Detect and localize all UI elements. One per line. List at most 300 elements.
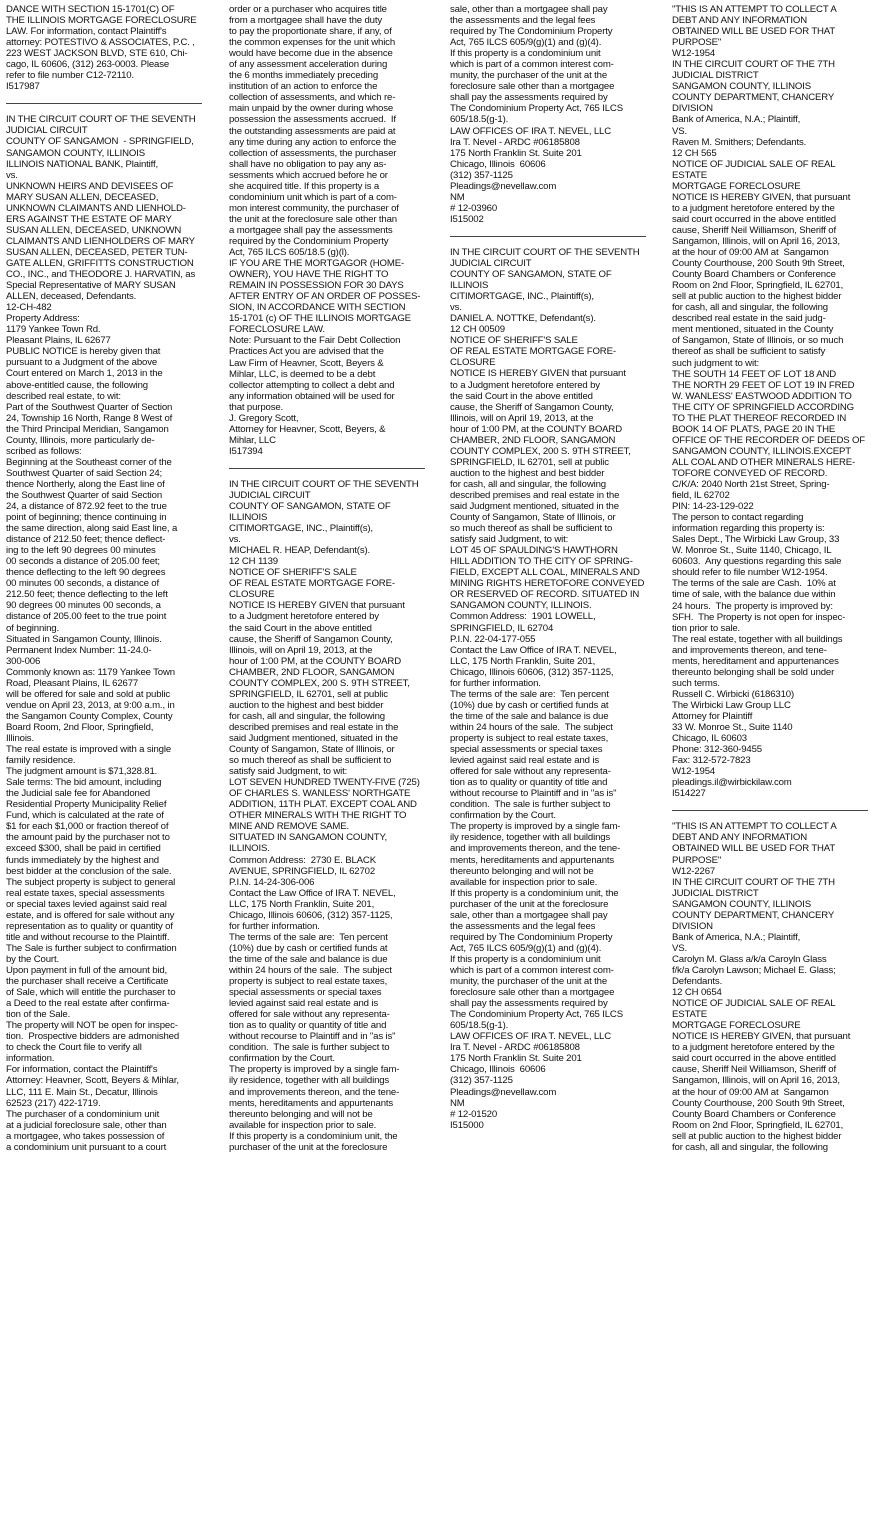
notice-line: at the hour of 09:00 AM at Sangamon xyxy=(672,1086,829,1098)
notice-divider xyxy=(672,810,868,811)
notice-line: Defendants. xyxy=(672,976,723,988)
notice-line: 175 North Franklin St. Suite 201 xyxy=(450,147,582,159)
notice-line: PIN: 14-23-129-022 xyxy=(672,501,754,513)
notice-line: SPRINGFIELD, IL 62704 xyxy=(450,622,554,634)
legal-notice xyxy=(6,4,206,92)
notice-line: I515000 xyxy=(450,1119,484,1131)
notice-line: THE ILLINOIS MORTGAGE FORECLOSURE xyxy=(6,15,197,27)
notice-line: ADDITION, 11TH PLAT. EXCEPT COAL AND xyxy=(229,799,417,811)
notice-line: Pleadings@nevellaw.com xyxy=(450,1086,557,1098)
notice-line: confirmation by the Court. xyxy=(229,1053,335,1065)
notice-line: Fund, which is calculated at the rate of xyxy=(6,810,164,822)
notice-line: OF REAL ESTATE MORTGAGE FORE- xyxy=(229,578,395,590)
notice-line: SANGAMON COUNTY, ILLINOIS xyxy=(6,147,145,159)
notice-line: representation as to quality or quantity of xyxy=(6,920,173,932)
notice-line: available for inspection prior to sale. xyxy=(450,876,598,888)
notice-line: a mortgagee, who takes possession of xyxy=(6,1130,165,1142)
notice-line: THE CITY OF SPRINGFIELD ACCORDING xyxy=(672,401,854,413)
notice-line: best bidder at the conclusion of the sale. xyxy=(6,865,172,877)
notice-line: a mortgagee shall pay the assessments xyxy=(229,224,393,236)
notice-line: JUDICIAL CIRCUIT xyxy=(450,257,532,269)
notice-line: CHAMBER, 2ND FLOOR, SANGAMON xyxy=(229,666,395,678)
notice-line: REMAIN IN POSSESSION FOR 30 DAYS xyxy=(229,280,404,292)
notice-line: the said Court in the above entitled xyxy=(450,390,593,402)
notice-line: JUDICIAL DISTRICT xyxy=(672,887,759,899)
notice-line: Note: Pursuant to the Fair Debt Collection xyxy=(229,335,401,347)
notice-line: The terms of the sale are Cash. 10% at xyxy=(672,578,836,590)
notice-line: special assessments or special taxes xyxy=(229,987,382,999)
notice-line: P.I.N. 14-24-306-006 xyxy=(229,876,315,888)
notice-line: Act, 765 ILCS 605/9(g)(1) and (g)(4). xyxy=(450,942,602,954)
notice-line: The property is improved by a single fam- xyxy=(229,1064,400,1076)
notice-line: "THIS IS AN ATTEMPT TO COLLECT A xyxy=(672,821,837,833)
notice-line: hour of 1:00 PM, at the COUNTY BOARD xyxy=(229,655,401,667)
notice-line: which is part of a common interest com- xyxy=(450,59,614,71)
notice-line: For information, contact the Plaintiff's xyxy=(6,1064,158,1076)
notice-line: tion prior to sale. xyxy=(672,622,741,634)
notice-line: If this property is a condominium unit, the xyxy=(229,1130,398,1142)
notice-line: the Southwest Quarter of said Section xyxy=(6,489,163,501)
notice-line: the assessments and the legal fees xyxy=(450,15,596,27)
notice-line: J. Gregory Scott, xyxy=(229,412,299,424)
notice-line: The subject property is subject to general xyxy=(6,876,176,888)
notice-line: said Judgment mentioned, situated in the xyxy=(229,733,398,744)
notice-line: purchaser of the unit at the foreclosure xyxy=(229,1141,388,1153)
notice-line: collection of assessments, and which re- xyxy=(229,92,396,104)
notice-line: The terms of the sale are: Ten percent xyxy=(229,931,388,943)
notice-line: 223 WEST JACKSON BLVD, STE 610, Chi- xyxy=(6,48,188,60)
notice-line: thereunto belonging shall be sold under xyxy=(672,666,835,678)
notice-line: The real estate, together with all buildings xyxy=(672,633,843,645)
notice-line: collection of assessments, the purchaser xyxy=(229,147,397,159)
notice-line: the outstanding assessments are paid at xyxy=(229,125,396,137)
notice-line: the purchaser shall receive a Certificate xyxy=(6,976,169,988)
notice-line: SPRINGFIELD, IL 62701, sell at public xyxy=(450,456,609,468)
notice-line: THE SOUTH 14 FEET OF LOT 18 AND xyxy=(672,368,836,380)
notice-line: TOFORE CONVEYED OF RECORD. xyxy=(672,467,828,479)
notice-line: sell at public auction to the highest bidder xyxy=(672,291,842,303)
notice-line: real estate taxes, special assessments xyxy=(6,887,165,899)
notice-line: 24, Township 16 North, Range 8 West of xyxy=(6,412,173,424)
notice-line: offered for sale without any representa- xyxy=(229,1009,390,1021)
notice-line: SUSAN ALLEN, DECEASED, PETER TUN- xyxy=(6,246,188,258)
notice-line: a Deed to the real estate after confirma- xyxy=(6,998,170,1010)
notice-line: tion as to quality or quantity of title and xyxy=(450,777,608,789)
notice-line: ILLINOIS xyxy=(450,280,489,292)
notice-line: 300-006 xyxy=(6,655,41,667)
notice-line: COUNTY COMPLEX, 200 S. 9TH STREET, xyxy=(450,445,631,457)
notice-line: the common expenses for the unit which xyxy=(229,37,396,49)
notice-line: thereunto belonging and will not be xyxy=(450,865,594,877)
notice-line: the same direction, along said East line, a xyxy=(6,523,178,535)
notice-line: institution of an action to enforce the xyxy=(229,81,378,93)
notice-line: 212.50 feet; thence deflecting to the left xyxy=(6,589,168,601)
notice-line: CITIMORTGAGE, INC., Plaintiff(s), xyxy=(450,291,594,303)
notice-line: Common Address: 1901 LOWELL, xyxy=(450,611,596,623)
notice-line: required by The Condominium Property xyxy=(450,931,613,943)
notice-line: munity, the purchaser of the unit at the xyxy=(450,976,608,988)
notice-line: Sales Dept., The Wirbicki Law Group, 33 xyxy=(672,534,840,546)
notice-line: ALLEN, deceased, Defendants. xyxy=(6,291,137,303)
notice-line: Permanent Index Number: 11-24.0- xyxy=(6,644,152,656)
notice-line: ESTATE xyxy=(672,1009,707,1021)
notice-line: The property is improved by a single fam- xyxy=(450,821,621,833)
notice-line: OBTAINED WILL BE USED FOR THAT xyxy=(672,26,836,38)
notice-line: ments, hereditament and appurtenances xyxy=(672,655,839,667)
notice-line: main unpaid by the owner during whose xyxy=(229,103,394,115)
notice-line: for cash, all and singular, the following xyxy=(672,302,828,314)
column-2 xyxy=(229,4,429,1518)
notice-line: NOTICE IS HEREBY GIVEN, that pursuant xyxy=(672,1031,851,1043)
notice-line: DANIEL A. NOTTKE, Defendant(s). xyxy=(450,313,596,325)
notice-line: Mihlar, LLC xyxy=(229,434,276,446)
notice-line: 24, a distance of 872.92 feet to the true xyxy=(6,501,167,513)
notice-line: title and without recourse to the Plaintiff. xyxy=(6,931,170,943)
notice-line: pursuant to a Judgment of the above xyxy=(6,357,158,369)
notice-line: within 24 hours of the sale. The subject xyxy=(229,964,392,976)
notice-line: NOTICE IS HEREBY GIVEN that pursuant xyxy=(229,600,405,612)
notice-line: SANGAMON COUNTY, ILLINOIS xyxy=(672,81,811,93)
notice-line: sale, other than a mortgagee shall pay xyxy=(450,4,608,15)
notice-line: of any assessment acceleration during xyxy=(229,59,388,71)
notice-line: 90 degrees 00 minutes 00 seconds, a xyxy=(6,600,161,612)
notice-line: shall pay the assessments required by xyxy=(450,92,608,104)
notice-line: LAW OFFICES OF IRA T. NEVEL, LLC xyxy=(450,125,612,137)
notice-line: AVENUE, SPRINGFIELD, IL 62702 xyxy=(229,865,376,877)
notice-line: 24 hours. The property is improved by: xyxy=(672,600,833,612)
notice-line: NOTICE IS HEREBY GIVEN, that pursuant xyxy=(672,191,851,203)
notice-line: of Sangamon, State of Illinois, or so much xyxy=(672,335,844,347)
notice-line: for cash, all and singular, the following xyxy=(672,1141,828,1153)
notice-line: Act, 765 ILCS 605/9(g)(1) and (g)(4). xyxy=(450,37,602,49)
notice-line: hour of 1:00 PM, at the COUNTY BOARD xyxy=(450,423,622,435)
notice-line: AFTER ENTRY OF AN ORDER OF POSSES- xyxy=(229,291,421,303)
notice-line: The terms of the sale are: Ten percent xyxy=(450,688,609,700)
notice-line: tion of the Sale. xyxy=(6,1009,71,1021)
notice-line: NOTICE OF JUDICIAL SALE OF REAL xyxy=(672,158,836,170)
legal-notice xyxy=(229,4,429,457)
notice-line: f/k/a Carolyn Lawson; Michael E. Glass; xyxy=(672,964,836,976)
notice-line: which is part of a common interest com- xyxy=(450,964,614,976)
notice-line: for further information. xyxy=(229,920,320,932)
notice-line: CLOSURE xyxy=(450,357,496,369)
notice-line: she acquired title. If this property is a xyxy=(229,180,380,192)
notice-line: COUNTY OF SANGAMON - SPRINGFIELD, xyxy=(6,136,194,148)
notice-line: (10%) due by cash or certified funds at xyxy=(450,699,609,711)
notice-line: sale, other than a mortgagee shall pay xyxy=(450,909,608,921)
notice-line: W12-1954 xyxy=(672,48,716,60)
notice-line: MICHAEL R. HEAP, Defendant(s). xyxy=(229,545,371,557)
notice-line: PURPOSE" xyxy=(672,854,722,866)
notice-line: and improvements thereon, and the tene- xyxy=(229,1086,400,1098)
notice-line: 15-1701 (c) OF THE ILLINOIS MORTGAGE xyxy=(229,313,411,325)
notice-line: of Sale, which will entitle the purchaser to xyxy=(6,987,176,999)
notice-line: Attorney: Heavner, Scott, Beyers & Mihlar, xyxy=(6,1075,179,1087)
notice-line: auction to the highest and best bidder xyxy=(229,699,384,711)
notice-line: for cash, all and singular, the following xyxy=(229,710,385,722)
notice-line: IN THE CIRCUIT COURT OF THE SEVENTH xyxy=(450,246,640,258)
notice-line: 12 CH 565 xyxy=(672,147,717,159)
notice-line: BOOK 14 OF PLATS, PAGE 20 IN THE xyxy=(672,423,836,435)
notice-line: IN THE CIRCUIT COURT OF THE 7TH xyxy=(672,59,835,71)
notice-line: to check the Court file to verify all xyxy=(6,1042,142,1054)
notice-line: described premises and real estate in the xyxy=(450,489,620,501)
notice-line: vs. xyxy=(450,302,462,314)
notice-line: (312) 357-1125 xyxy=(450,169,513,181)
notice-line: LLC, 175 North Franklin, Suite 201, xyxy=(229,898,375,910)
notice-line: ing to the left 90 degrees 00 minutes xyxy=(6,545,156,557)
notice-line: If this property is a condominium unit xyxy=(450,953,601,965)
notice-line: point of beginning; thence continuing in xyxy=(6,512,167,524)
notice-line: vs. xyxy=(6,169,18,181)
notice-line: JUDICIAL CIRCUIT xyxy=(229,489,311,501)
notice-line: Illinois, will on April 19, 2013, at the xyxy=(229,644,373,656)
notice-line: thereof as shall be sufficient to satisfy xyxy=(672,346,826,358)
notice-line: Attorney for Plaintiff xyxy=(672,711,753,722)
notice-line: vendue on April 23, 2013, at 9:00 a.m., in xyxy=(6,699,175,711)
notice-line: 605/18.5(g-1). xyxy=(450,114,509,126)
notice-line: COUNTY DEPARTMENT, CHANCERY xyxy=(672,909,835,921)
notice-line: any information obtained will be used for xyxy=(229,390,395,402)
notice-line: the Third Principal Meridian, Sangamon xyxy=(6,423,169,435)
notice-line: tion as to quality or quantity of title and xyxy=(229,1020,387,1032)
notice-line: ILLINOIS NATIONAL BANK, Plaintiff, xyxy=(6,158,159,170)
legal-notice xyxy=(450,247,650,1131)
notice-line: Upon payment in full of the amount bid, xyxy=(6,964,168,976)
notice-line: said court occurred in the above entitled xyxy=(672,213,836,225)
notice-line: (10%) due by cash or certified funds at xyxy=(229,942,388,954)
notice-line: UNKNOWN CLAIMANTS AND LIENHOLD- xyxy=(6,202,186,214)
notice-line: foreclosure sale other than a mortgagee xyxy=(450,81,615,93)
notice-line: Special Representative of MARY SUSAN xyxy=(6,280,176,292)
notice-line: THE NORTH 29 FEET OF LOT 19 IN FRED xyxy=(672,379,855,391)
notice-line: Situated in Sangamon County, Illinois. xyxy=(6,633,162,645)
notice-line: ments, hereditaments and appurtenants xyxy=(450,854,615,866)
notice-line: FIELD, EXCEPT ALL COAL, MINERALS AND xyxy=(450,567,640,579)
notice-line: W12-2267 xyxy=(672,865,716,877)
notice-line: County of Sangamon, State of Illinois, or xyxy=(229,744,395,756)
notice-line: NOTICE OF JUDICIAL SALE OF REAL xyxy=(672,998,836,1010)
notice-line: OTHER MINERALS WITH THE RIGHT TO xyxy=(229,810,407,822)
notice-line: ALL COAL AND OTHER MINERALS HERE- xyxy=(672,456,856,468)
notice-line: Bank of America, N.A.; Plaintiff, xyxy=(672,114,801,126)
notice-line: W12-1954 xyxy=(672,766,716,778)
notice-line: COUNTY COMPLEX, 200 S. 9TH STREET, xyxy=(229,677,410,689)
notice-line: mon interest community, the purchaser of xyxy=(229,202,399,214)
notice-line: shall have no obligation to pay any as- xyxy=(229,158,387,170)
notice-line: NOTICE OF SHERIFF'S SALE xyxy=(229,567,357,579)
notice-line: of beginning. xyxy=(6,622,59,634)
notice-line: Chicago, Illinois 60606, (312) 357-1125, xyxy=(450,666,614,678)
notice-line: 62523 (217) 422-1719. xyxy=(6,1097,101,1109)
legal-notice xyxy=(229,479,429,1153)
notice-line: sessments which accrued before he or xyxy=(229,169,388,181)
notice-line: JUDICIAL DISTRICT xyxy=(672,70,759,82)
notice-line: 12 CH 0654 xyxy=(672,987,722,999)
notice-line: cago, IL 60606, (312) 263-0003. Please xyxy=(6,59,170,71)
notice-line: SANGAMON COUNTY, ILLINOIS.EXCEPT xyxy=(672,445,851,457)
notice-line: described premises and real estate in the xyxy=(229,721,399,733)
notice-line: at a judicial foreclosure sale, other than xyxy=(6,1119,167,1131)
notice-line: Residential Property Municipality Relief xyxy=(6,799,167,811)
notice-line: ment mentioned, situated in the County xyxy=(672,324,834,336)
notice-line: the time of the sale and balance is due xyxy=(229,953,388,965)
notice-line: sell at public auction to the highest bidder xyxy=(672,1130,842,1142)
notice-line: foreclosure sale other than a mortgagee xyxy=(450,987,615,999)
notice-line: COUNTY OF SANGAMON, STATE OF xyxy=(450,269,612,281)
notice-line: The Wirbicki Law Group LLC xyxy=(672,699,791,711)
notice-line: within 24 hours of the sale. The subject xyxy=(450,721,613,733)
notice-line: condition. The sale is further subject to xyxy=(450,799,611,811)
notice-line: SANGAMON COUNTY, ILLINOIS. xyxy=(450,600,592,612)
notice-line: such terms. xyxy=(672,677,720,689)
notice-line: LAW. For information, contact Plaintiff's xyxy=(6,26,167,38)
notice-line: CLOSURE xyxy=(229,589,275,601)
notice-line: SPRINGFIELD, IL 62701, sell at public xyxy=(229,688,388,700)
notice-line: Attorney for Heavner, Scott, Beyers, & xyxy=(229,423,386,435)
notice-line: said Judgment mentioned, situated in the xyxy=(450,501,619,513)
notice-line: the amount paid by the purchaser not to xyxy=(6,832,170,844)
notice-line: offered for sale without any representa- xyxy=(450,766,611,778)
notice-line: cause, Sheriff Neil Williamson, Sheriff of xyxy=(672,1064,836,1076)
notice-line: Raven M. Smithers; Defendants. xyxy=(672,136,807,148)
notice-line: Sangamon, Illinois, will on April 16, 2013, xyxy=(672,235,840,247)
notice-line: Pleadings@nevellaw.com xyxy=(450,180,557,192)
notice-line: COUNTY DEPARTMENT, CHANCERY xyxy=(672,92,835,104)
notice-line: SFH. The Property is not open for inspec- xyxy=(672,611,846,623)
notice-line: said court occurred in the above entitled xyxy=(672,1053,836,1065)
notice-line: OWNER), YOU HAVE THE RIGHT TO xyxy=(229,269,389,281)
notice-line: Part of the Southwest Quarter of Section xyxy=(6,401,173,413)
notice-line: TO THE PLAT THEREOF RECORDED IN xyxy=(672,412,847,424)
notice-line: MINING RIGHTS HERETOFORE CONVEYED xyxy=(450,578,645,590)
notice-line: pleadings.il@wirbickilaw.com xyxy=(672,777,792,789)
notice-line: County Board Chambers or Conference xyxy=(672,1108,836,1120)
notice-line: ILLINOIS. xyxy=(229,843,270,855)
notice-line: MINE AND REMOVE SAME. xyxy=(229,821,349,833)
notice-line: distance of 212.50 feet; thence deflect- xyxy=(6,534,166,546)
notice-line: County Courthouse, 200 South 9th Street, xyxy=(672,258,845,270)
notice-line: VS. xyxy=(672,125,688,137)
notice-line: at the hour of 09:00 AM at Sangamon xyxy=(672,247,829,259)
notice-line: CITIMORTGAGE, INC., Plaintiff(s), xyxy=(229,523,373,535)
notice-line: DIVISION xyxy=(672,103,713,115)
notice-line: so much thereof as shall be sufficient to xyxy=(229,755,392,767)
notice-line: Contact the Law Office of IRA T. NEVEL, xyxy=(450,644,617,656)
notice-line: cause, Sheriff Neil Williamson, Sheriff of xyxy=(672,224,836,236)
notice-line: 12 CH 1139 xyxy=(229,556,278,568)
notice-line: condition. The sale is further subject to xyxy=(229,1042,390,1054)
notice-line: The person to contact regarding xyxy=(672,512,804,524)
notice-line: satisfy said Judgment, to wit: xyxy=(450,534,569,546)
notice-line: should refer to file number W12-1954. xyxy=(672,567,828,579)
notice-line: Chicago, Illinois 60606 xyxy=(450,1064,546,1076)
notice-line: MARY SUSAN ALLEN, DECEASED, xyxy=(6,191,159,203)
notice-line: the unit at the foreclosure sale other than xyxy=(229,213,397,225)
notice-line: CHAMBER, 2ND FLOOR, SANGAMON xyxy=(450,434,616,446)
notice-line: the Judicial sale fee for Abandoned xyxy=(6,788,151,800)
notice-line: Pleasant Plains, IL 62677 xyxy=(6,335,111,347)
notice-line: to a Judgment heretofore entered by xyxy=(450,379,600,391)
notice-line: 00 minutes 00 seconds, a distance of xyxy=(6,578,159,590)
notice-line: described real estate in the said judg- xyxy=(672,313,826,325)
notice-line: family residence. xyxy=(6,755,76,767)
notice-line: 12-CH-482 xyxy=(6,302,52,314)
notice-line: IF YOU ARE THE MORTGAGOR (HOME- xyxy=(229,258,404,270)
notice-line: NOTICE OF SHERIFF'S SALE xyxy=(450,335,578,347)
notice-line: County Courthouse, 200 South 9th Street, xyxy=(672,1097,845,1109)
notice-line: Practices Act you are advised that the xyxy=(229,346,384,358)
notice-line: described real estate, to wit: xyxy=(6,390,121,402)
notice-line: the 6 months immediately preceding xyxy=(229,70,379,82)
notice-line: If this property is a condominium unit, the xyxy=(450,887,619,899)
notice-line: such judgment to wit: xyxy=(672,357,759,369)
notice-line: NM xyxy=(450,191,465,203)
notice-line: The Sale is further subject to confirmation xyxy=(6,942,177,954)
notice-line: munity, the purchaser of the unit at the xyxy=(450,70,608,82)
notice-line: Phone: 312-360-9455 xyxy=(672,744,762,756)
notice-line: time of sale, with the balance due within xyxy=(672,589,836,601)
notice-line: vs. xyxy=(229,534,241,546)
notice-line: Court entered on March 1, 2013 in the xyxy=(6,368,163,380)
notice-line: information. xyxy=(6,1053,55,1065)
notice-line: P.I.N. 22-04-177-055 xyxy=(450,633,536,645)
notice-line: UNKNOWN HEIRS AND DEVISEES OF xyxy=(6,180,174,192)
notice-line: distance of 205.00 feet to the true point xyxy=(6,611,167,623)
notice-line: Ira T. Nevel - ARDC #06185808 xyxy=(450,1042,580,1054)
notice-line: PUBLIC NOTICE is hereby given that xyxy=(6,346,161,358)
notice-line: cause, the Sheriff of Sangamon County, xyxy=(229,633,393,645)
notice-line: Board Room, 2nd Floor, Springfield, xyxy=(6,721,154,733)
notice-line: 605/18.5(g-1). xyxy=(450,1020,509,1032)
notice-line: DEBT AND ANY INFORMATION xyxy=(672,832,807,844)
notice-line: Chicago, IL 60603 xyxy=(672,733,747,745)
notice-line: to a Judgment heretofore entered by xyxy=(229,611,379,623)
column-3 xyxy=(450,4,650,1518)
notice-line: 1179 Yankee Town Rd. xyxy=(6,324,101,336)
notice-line: ILLINOIS xyxy=(229,512,268,524)
notice-line: the assessments and the legal fees xyxy=(450,920,596,932)
notice-line: order or a purchaser who acquires title xyxy=(229,4,387,15)
notice-line: ily residence, together with all buildings xyxy=(229,1075,390,1087)
notice-line: IN THE CIRCUIT COURT OF THE SEVENTH xyxy=(229,478,419,490)
notice-line: confirmation by the Court. xyxy=(450,810,556,822)
notice-line: the said Court in the above entitled xyxy=(229,622,372,634)
notice-line: Ira T. Nevel - ARDC #06185808 xyxy=(450,136,580,148)
notice-line: DIVISION xyxy=(672,920,713,932)
notice-line: information regarding this property is: xyxy=(672,523,825,535)
notice-line: Road, Pleasant Plains, IL 62677 xyxy=(6,677,139,689)
notice-line: required by The Condominium Property xyxy=(450,26,613,38)
notice-line: will be offered for sale and sold at public xyxy=(6,688,171,700)
notice-line: # 12-03960 xyxy=(450,202,498,214)
notice-line: would have become due in the absence xyxy=(229,48,393,60)
notice-line: Law Firm of Heavner, Scott, Beyers & xyxy=(229,357,384,369)
notice-line: NOTICE IS HEREBY GIVEN that pursuant xyxy=(450,368,626,380)
notice-line: The Condominium Property Act, 765 ILCS xyxy=(450,103,623,115)
notice-line: Southwest Quarter of said Section 24; xyxy=(6,467,163,479)
notice-line: MORTGAGE FORECLOSURE xyxy=(672,1020,801,1032)
notice-line: to a judgment heretofore entered by the xyxy=(672,1042,835,1054)
notice-line: above-entitled cause, the following xyxy=(6,379,148,391)
notice-divider xyxy=(229,468,425,469)
notice-line: "THIS IS AN ATTEMPT TO COLLECT A xyxy=(672,4,837,15)
notice-line: I517987 xyxy=(6,81,40,93)
notice-line: shall pay the assessments required by xyxy=(450,998,608,1010)
notice-line: from a mortgagee shall have the duty xyxy=(229,15,382,27)
notice-line: and improvements thereon, and the tene- xyxy=(450,843,621,855)
notice-line: purchaser of the unit at the foreclosure xyxy=(450,898,609,910)
